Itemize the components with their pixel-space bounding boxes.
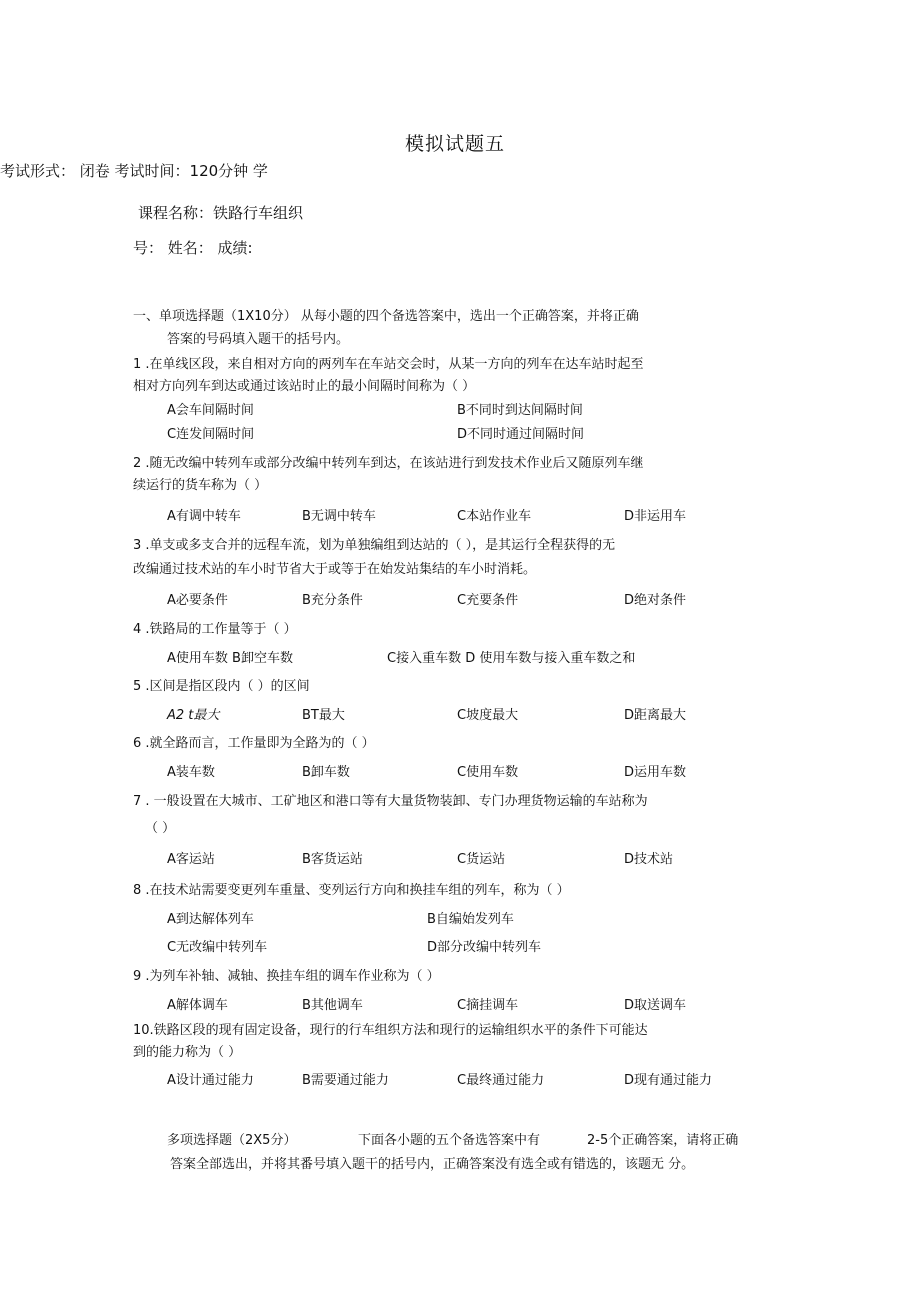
question-9-stem: 9 .为列车补轴、减轴、换挂车组的调车作业称为（ ）	[133, 969, 440, 984]
course-name-line: 课程名称：铁路行车组织	[138, 204, 304, 222]
question-8-stem: 8 .在技术站需要变更列车重量、变列运行方向和换挂车组的列车，称为（ ）	[133, 883, 570, 898]
question-2-option-a: A有调中转车	[167, 509, 241, 524]
question-1-option-a: A会车间隔时间	[167, 403, 254, 418]
question-10-stem: 10.铁路区段的现有固定设备，现行的行车组织方法和现行的运输组织水平的条件下可能达	[133, 1023, 648, 1038]
question-5-option-b: BT最大	[302, 708, 345, 723]
question-5-option-c: C坡度最大	[457, 708, 519, 723]
question-9-option-d: D取送调车	[624, 998, 687, 1013]
question-9-option-b: B其他调车	[302, 998, 363, 1013]
question-8-option-d: D部分改编中转列车	[427, 940, 542, 955]
section1-heading-line2: 答案的号码填入题干的括号内。	[167, 332, 350, 347]
question-1-option-b: B不同时到达间隔时间	[457, 403, 583, 418]
question-3-option-c: C充要条件	[457, 593, 519, 608]
question-10-option-d: D现有通过能力	[624, 1073, 713, 1088]
question-4-stem: 4 .铁路局的工作量等于（ ）	[133, 622, 297, 637]
question-7-option-b: B客货运站	[302, 852, 363, 867]
question-2-option-c: C本站作业车	[457, 509, 532, 524]
page-title: 模拟试题五	[405, 133, 506, 155]
question-6-option-a: A装车数	[167, 765, 215, 780]
question-10-stem-line2: 到的能力称为（ ）	[133, 1045, 242, 1060]
question-6-option-d: D运用车数	[624, 765, 687, 780]
question-2-stem: 2 .随无改编中转列车或部分改编中转列车到达，在该站进行到发技术作业后又随原列车继	[133, 456, 644, 471]
question-1-stem: 1 .在单线区段，来自相对方向的两列车在车站交会时，从某一方向的列车在达车站时起至	[133, 357, 644, 372]
question-10-option-a: A设计通过能力	[167, 1073, 254, 1088]
question-8-option-b: B自编始发列车	[427, 912, 514, 927]
question-6-option-c: C使用车数	[457, 765, 519, 780]
question-4-option-ab: A使用车数 B卸空车数	[167, 651, 293, 666]
question-10-option-b: B需要通过能力	[302, 1073, 389, 1088]
question-2-option-d: D非运用车	[624, 509, 687, 524]
question-6-option-b: B卸车数	[302, 765, 350, 780]
section2-heading-part2: 下面各小题的五个备选答案中有	[358, 1133, 541, 1148]
question-5-option-d: D距离最大	[624, 708, 687, 723]
question-7-stem: 7 . 一般设置在大城市、工矿地区和港口等有大量货物装卸、专门办理货物运输的车站称为	[133, 794, 648, 809]
question-3-stem-line2: 改编通过技术站的车小时节省大于或等于在始发站集结的车小时消耗。	[133, 562, 537, 577]
question-1-option-c: C连发间隔时间	[167, 427, 255, 442]
question-2-stem-line2: 续运行的货车称为（ ）	[133, 478, 268, 493]
question-7-option-a: A客运站	[167, 852, 215, 867]
question-7-option-d: D技术站	[624, 852, 674, 867]
question-5-option-a: A2 t最大	[167, 708, 220, 723]
question-3-option-b: B充分条件	[302, 593, 363, 608]
question-9-option-a: A解体调车	[167, 998, 228, 1013]
question-8-option-c: C无改编中转列车	[167, 940, 268, 955]
section2-heading-part3: 2-5个正确答案，请将正确	[587, 1133, 739, 1148]
exam-form-line: 考试形式： 闭卷 考试时间：120分钟 学	[0, 162, 268, 180]
student-info-line: 号： 姓名： 成绩:	[133, 239, 253, 257]
question-8-option-a: A到达解体列车	[167, 912, 254, 927]
section2-heading-line2: 答案全部选出，并将其番号填入题干的括号内，正确答案没有选全或有错选的，该题无 分。	[170, 1157, 695, 1172]
question-7-stem-line2: （ ）	[145, 821, 176, 836]
question-3-option-d: D绝对条件	[624, 593, 687, 608]
question-3-option-a: A必要条件	[167, 593, 228, 608]
question-2-option-b: B无调中转车	[302, 509, 376, 524]
question-6-stem: 6 .就全路而言，工作量即为全路为的（ ）	[133, 736, 375, 751]
question-10-option-c: C最终通过能力	[457, 1073, 545, 1088]
section1-heading: 一、单项选择题（1X10分） 从每小题的四个备选答案中，选出一个正确答案，并将正确	[133, 309, 639, 324]
question-4-option-cd: C接入重车数 D 使用车数与接入重车数之和	[387, 651, 636, 666]
question-1-stem-line2: 相对方向列车到达或通过该站时止的最小间隔时间称为（ ）	[133, 379, 476, 394]
question-9-option-c: C摘挂调车	[457, 998, 519, 1013]
question-3-stem: 3 .单支或多支合并的远程车流，划为单独编组到达站的（ ），是其运行全程获得的无	[133, 538, 616, 553]
question-7-option-c: C货运站	[457, 852, 506, 867]
section2-heading-part1: 多项选择题（2X5分）	[167, 1133, 297, 1148]
question-1-option-d: D不同时通过间隔时间	[457, 427, 585, 442]
question-5-stem: 5 .区间是指区段内（ ）的区间	[133, 679, 310, 694]
